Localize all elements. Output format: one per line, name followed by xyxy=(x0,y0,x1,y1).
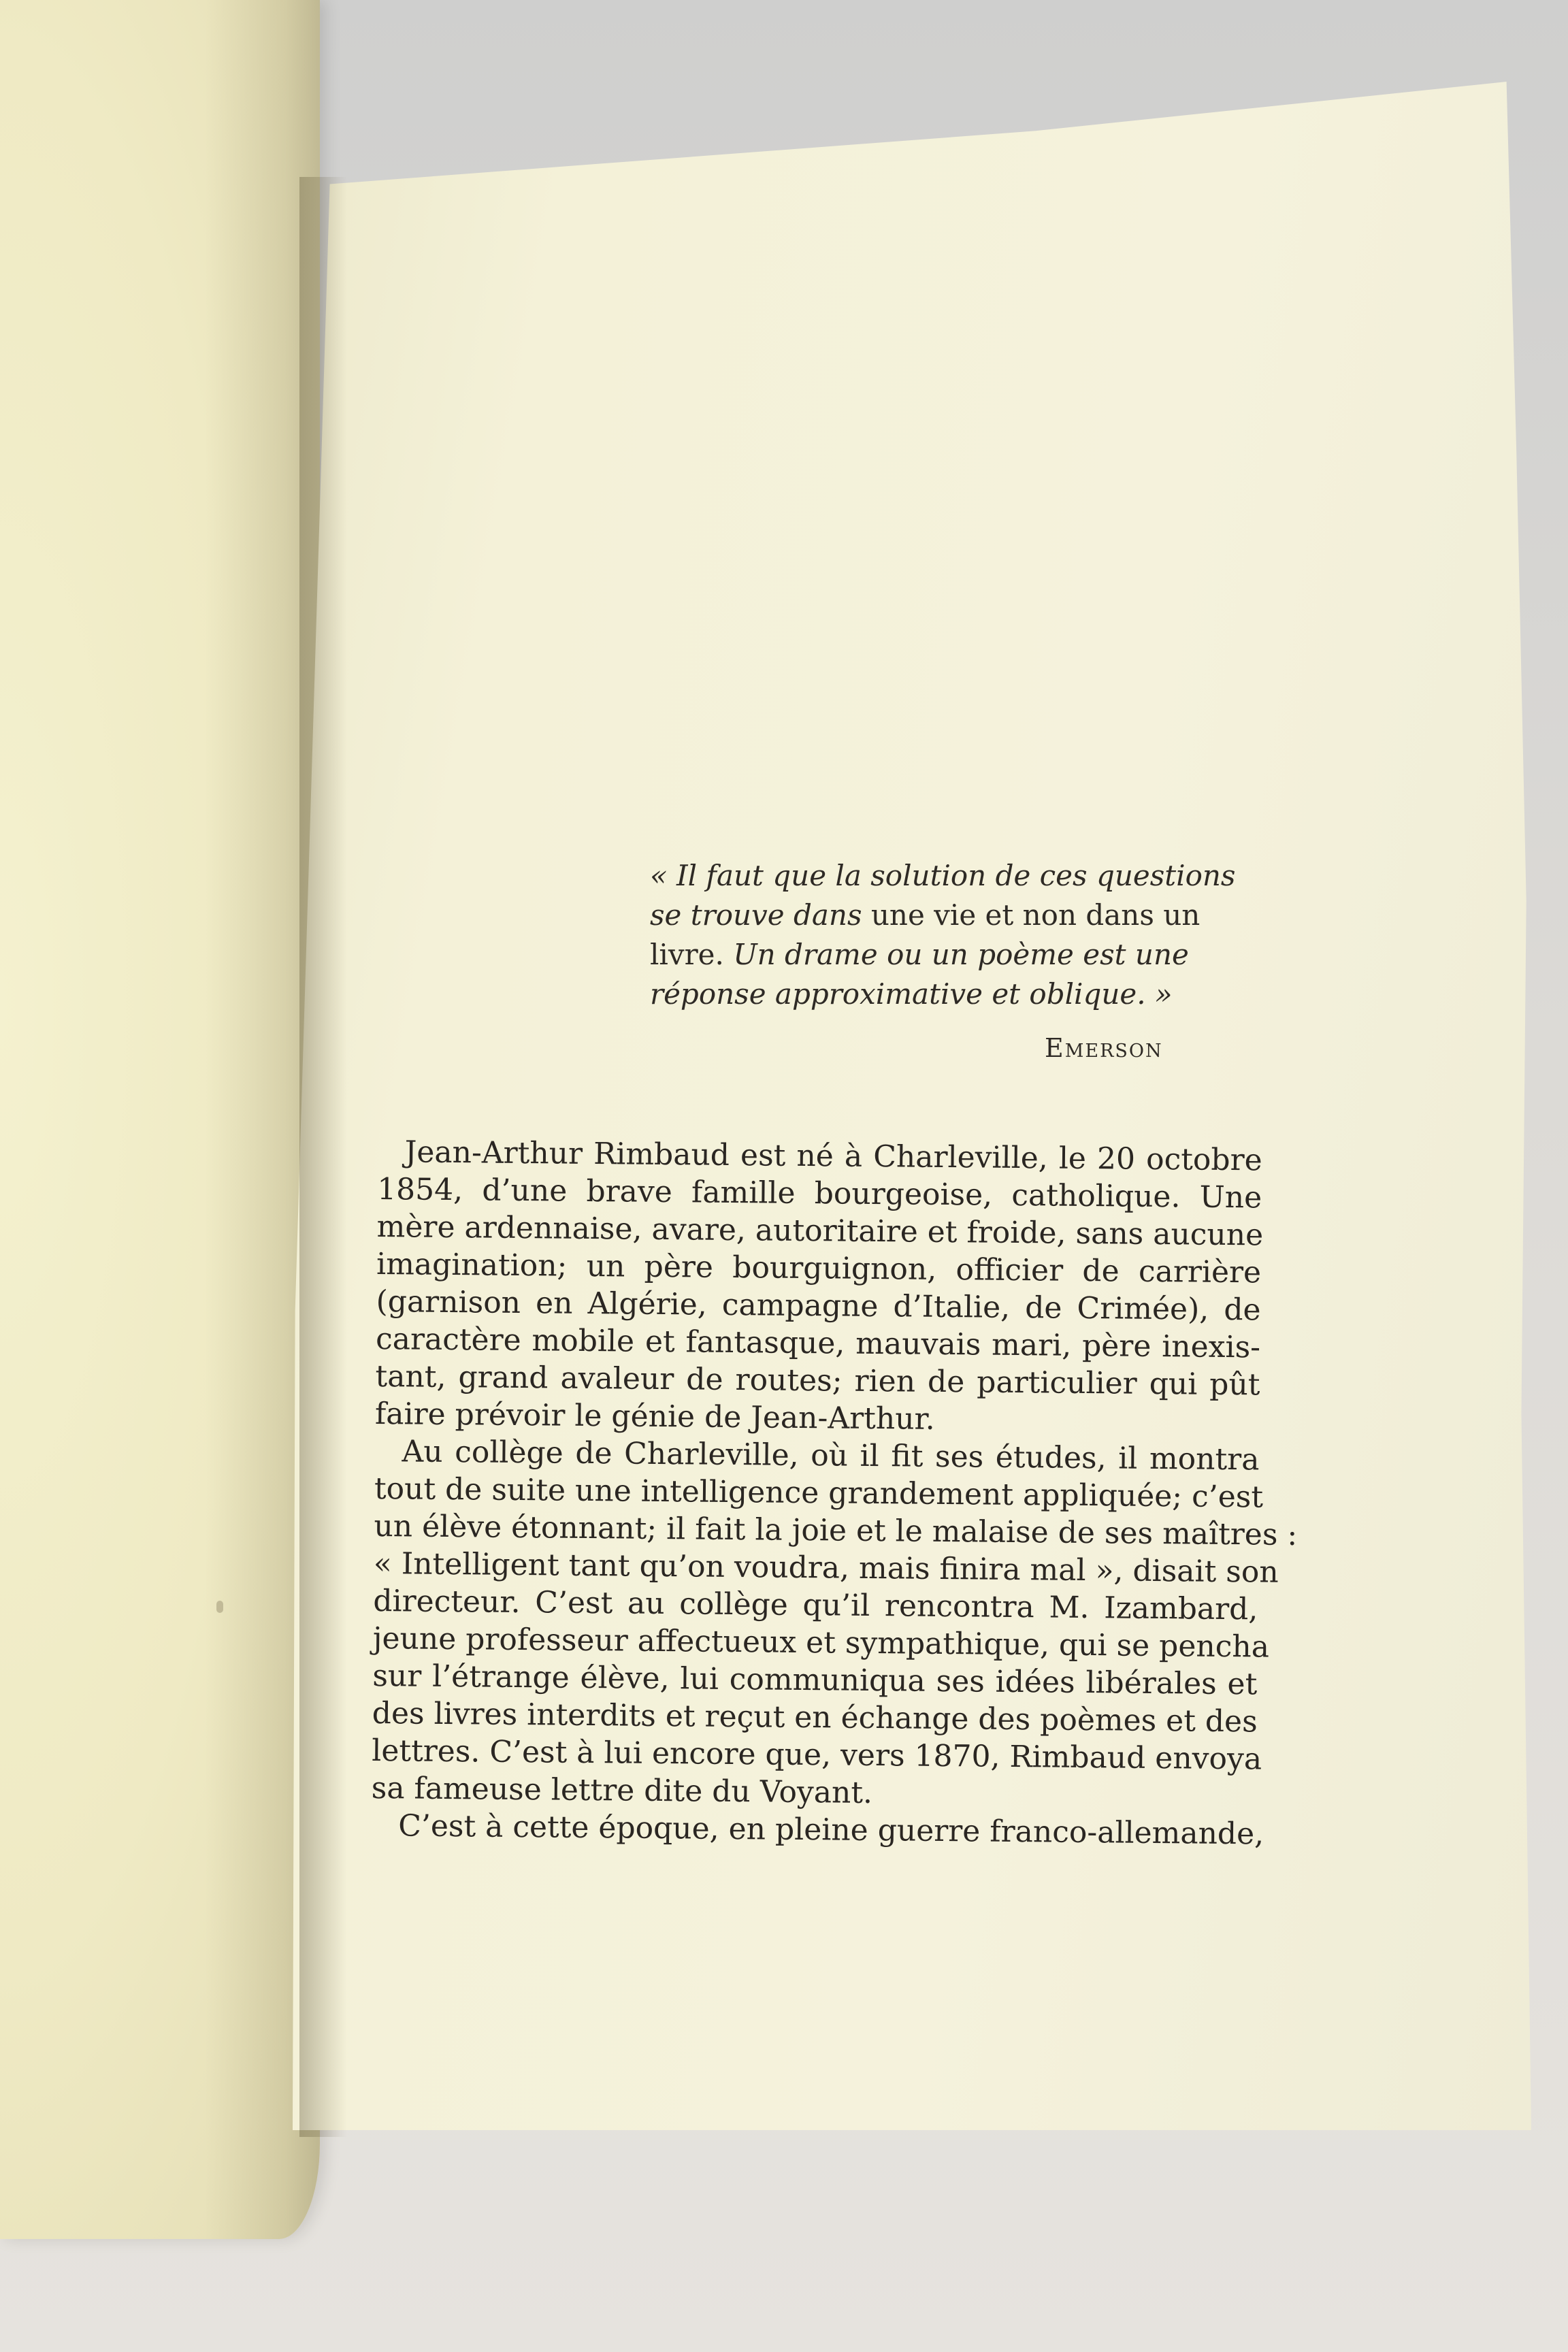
epigraph-author: Emerson xyxy=(1045,1033,1163,1063)
text-line: tout de suite une intelligence grandement appliquée; c’est xyxy=(374,1471,1264,1515)
epigraph-line-3-italic: Un drame ou un poème est une xyxy=(733,938,1189,971)
epigraph-line-2-roman: une vie et non dans un xyxy=(862,898,1200,932)
text-line: un élève étonnant; il fait la joie et le malaise de ses maîtres : xyxy=(374,1508,1298,1552)
epigraph xyxy=(650,856,1266,1014)
text-line: 1854, d’une brave famille bourgeoise, catholique. Une xyxy=(376,1171,1262,1215)
text-line: C’est à cette époque, en pleine guerre franco-allemande, xyxy=(397,1808,1264,1852)
text-line: mère ardennaise, avare, autoritaire et froide, sans aucune xyxy=(376,1209,1264,1253)
epigraph-line-3 xyxy=(650,935,1266,975)
text-line: Jean-Arthur Rimbaud est né à Charleville, le 20 octobre xyxy=(404,1134,1262,1178)
text-line: sa fameuse lettre dite du Voyant. xyxy=(371,1770,873,1811)
text-line: « Intelligent tant qu’on voudra, mais finira mal », disait son xyxy=(373,1546,1279,1590)
text-line: caractère mobile et fantasque, mauvais mari, père inexis- xyxy=(375,1321,1261,1365)
epigraph-line-2 xyxy=(650,896,1266,935)
epigraph-line-3-roman: livre. xyxy=(650,938,734,971)
book-gutter xyxy=(299,177,347,2137)
text-line: (garnison en Algérie, campagne d’Italie, de Crimée), de xyxy=(376,1284,1261,1328)
paragraph-2 xyxy=(371,1433,1298,1815)
text-line: jeune professeur affectueux et sympathique, qui se pencha xyxy=(372,1620,1270,1665)
epigraph-line-2-italic: se trouve dans xyxy=(650,898,862,932)
epigraph-line-4-text: réponse approximative et oblique. » xyxy=(650,977,1173,1011)
paper-mark xyxy=(216,1601,223,1613)
text-line: faire prévoir le génie de Jean-Arthur. xyxy=(374,1396,935,1437)
text-line: imagination; un père bourguignon, officier de carrière xyxy=(376,1246,1262,1290)
epigraph-line-1-text: « Il faut que la solution de ces questions xyxy=(650,859,1236,892)
text-line: des livres interdits et reçut en échange des poèmes et des xyxy=(372,1695,1258,1740)
text-line: lettres. C’est à lui encore que, vers 1870, Rimbaud envoya xyxy=(372,1733,1262,1777)
epigraph-line-1 xyxy=(650,856,1266,896)
paragraph-1 xyxy=(375,1133,1262,1441)
text-line: sur l’étrange élève, lui communiqua ses idées libérales et xyxy=(372,1658,1258,1702)
body-text xyxy=(371,1133,1298,1852)
epigraph-line-4 xyxy=(650,975,1266,1014)
text-line: directeur. C’est au collège qu’il rencontra M. Izambard, xyxy=(373,1583,1258,1627)
text-line: Au collège de Charleville, où il fit ses études, il montra xyxy=(402,1434,1260,1477)
text-line: tant, grand avaleur de routes; rien de particulier qui pût xyxy=(375,1358,1260,1403)
